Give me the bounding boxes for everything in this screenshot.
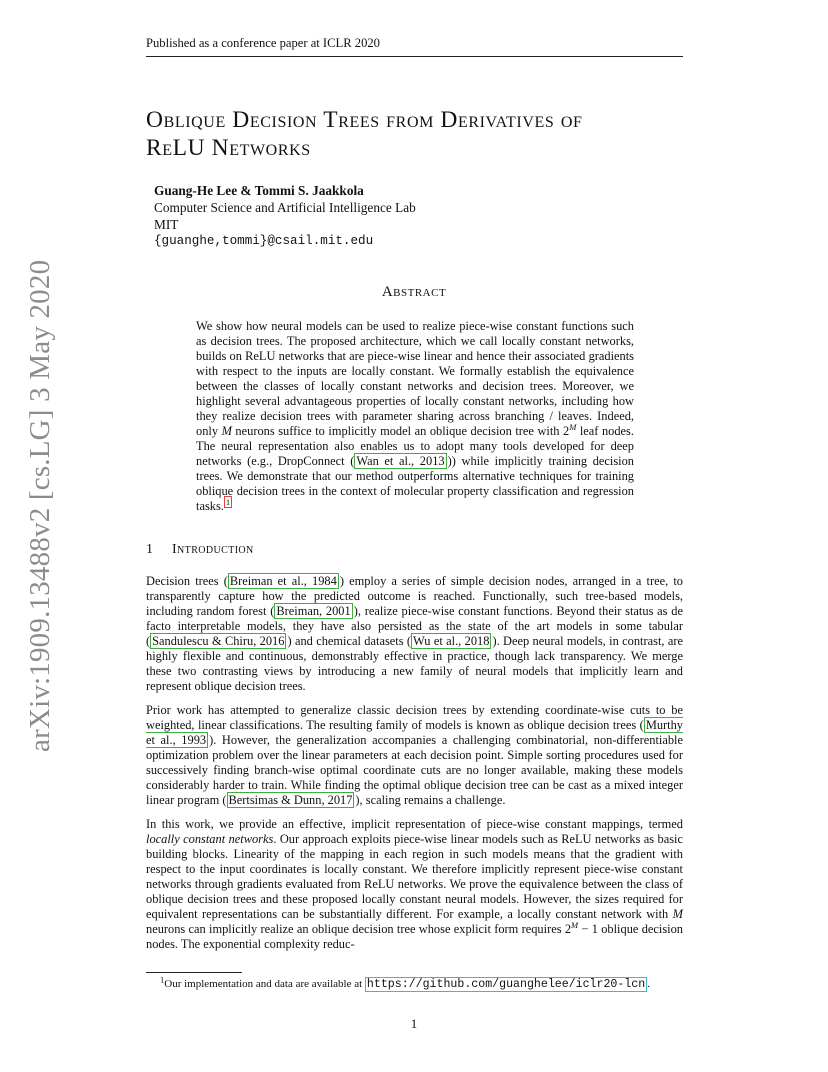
repository-url-link[interactable]: https://github.com/guanghelee/iclr20-lcn bbox=[366, 978, 646, 991]
footnote-link[interactable]: 1 bbox=[225, 496, 231, 507]
paper-title bbox=[146, 106, 706, 162]
running-head: Published as a conference paper at ICLR 2020 bbox=[146, 36, 683, 57]
section-title: Introduction bbox=[172, 542, 254, 557]
paragraph bbox=[146, 817, 683, 952]
math-symbol: M bbox=[221, 424, 232, 438]
arxiv-identifier-stamp: arXiv:1909.13488v2 [cs.LG] 3 May 2020 bbox=[24, 259, 56, 752]
text-run: . Our approach exploits piece-wise linear models such as ReLU networks as basic building blocks. Linearity of the mapping in each region in such models means that the gradient with respect to the input coordinates is locally constant. We therefore implicitly represent piece-wise constant networks through gradients evaluated from ReLU networks. We prove the equivalence between the class of oblique decision trees and these proposed locally constant neural models. However, the sizes required for equivalent representations can be substantially different. For example, a locally constant network with bbox=[146, 832, 683, 921]
abstract-text-part: We show how neural models can be used to realize piece-wise constant functions such as decision trees. The proposed architecture, which we call locally constant networks, builds on ReLU networks that are piece-wise linear and hence their associated gradients with respect to the inputs are locally constant. We formally establish the equivalence between the classes of locally constant networks and decision trees. Moreover, we highlight several advantageous properties of locally constant networks, including how they realize decision trees with parameter sharing across branching / leaves. Indeed, only bbox=[196, 319, 634, 438]
text-run: ) employ a series of simple decision nodes, arranged in a tree, to transparently capture how the predicted outcome is reached. Functionally, such tree-based models, including random forest ( bbox=[146, 574, 683, 618]
author-block bbox=[154, 182, 416, 250]
citation-link[interactable]: Wu et al., 2018 bbox=[413, 634, 490, 648]
citation-link[interactable]: Sandulescu & Chiru, 2016 bbox=[152, 634, 285, 648]
paragraph bbox=[146, 703, 683, 808]
abstract-text-part: )) while implicitly training decision trees. We demonstrate that our method outperforms alternative techniques for training oblique decision trees in the context of molecular property classification and regression tasks. bbox=[196, 454, 634, 513]
math-expression bbox=[563, 421, 577, 438]
math-base: 2 bbox=[564, 922, 572, 936]
page-number: 1 bbox=[410, 1016, 418, 1031]
footnote-end: . bbox=[647, 978, 650, 990]
math-symbol: M bbox=[672, 907, 683, 921]
text-run: ) and chemical datasets ( bbox=[287, 634, 412, 648]
math-exponent: M bbox=[571, 919, 579, 930]
math-expression bbox=[564, 919, 598, 936]
introduction-body bbox=[146, 574, 683, 961]
section-number: 1 bbox=[146, 542, 154, 557]
math-rest: − 1 bbox=[578, 922, 598, 936]
title-line-2: ReLU Networks bbox=[146, 135, 311, 161]
footnote-divider bbox=[146, 972, 242, 973]
title-line-1: Oblique Decision Trees from Derivatives of bbox=[146, 107, 583, 133]
citation-link[interactable]: Wan et al., 2013 bbox=[356, 454, 445, 468]
citation-link[interactable]: Breiman et al., 1984 bbox=[229, 574, 337, 588]
text-run: In this work, we provide an effective, implicit representation of piece-wise constant mappings, termed bbox=[146, 817, 683, 831]
text-run: Prior work has attempted to generalize classic decision trees by extending coordinate-wise cuts to be weighted, linear classifications. The resulting family of models is known as oblique decision trees ( bbox=[146, 703, 683, 732]
footnote bbox=[160, 974, 720, 992]
text-run: ), realize piece-wise constant functions. Beyond their status as de facto interpretable models, they have also persisted as the state of the art models in some tabular ( bbox=[146, 604, 683, 648]
author-names: Guang-He Lee & Tommi S. Jaakkola bbox=[154, 183, 364, 198]
footnote-mark: 1 bbox=[160, 974, 165, 985]
math-base: 2 bbox=[563, 424, 570, 438]
section-heading-introduction bbox=[146, 542, 254, 558]
abstract-heading: Abstract bbox=[381, 284, 447, 300]
text-run: oblique decision nodes. The exponential complexity reduc- bbox=[146, 922, 683, 951]
math-exponent: M bbox=[569, 421, 577, 432]
emphasized-term: locally constant networks bbox=[146, 832, 274, 846]
text-run: Decision trees ( bbox=[146, 574, 228, 588]
abstract-text bbox=[196, 319, 634, 514]
author-email: {guanghe,tommi}@csail.mit.edu bbox=[154, 234, 374, 248]
citation-link[interactable]: Breiman, 2001 bbox=[276, 604, 351, 618]
text-run: ), scaling remains a challenge. bbox=[355, 793, 506, 807]
text-run: ). However, the generalization accompanies a challenging combinatorial, non-differentiable optimization problem over the linear parameters at each decision point. Simple sorting procedures used for successively finding branch-wise optimal coordinate cuts are no longer available, making these models considerably harder to train. While finding the optimal oblique decision tree can be cast as a mixed integer linear program ( bbox=[146, 733, 683, 807]
citation-link[interactable]: Bertsimas & Dunn, 2017 bbox=[228, 793, 353, 807]
abstract-text-part: leaf nodes. The neural representation also enables us to adopt many tools developed for deep networks (e.g., DropConnect ( bbox=[196, 424, 634, 468]
footnote-text: Our implementation and data are available at bbox=[164, 978, 365, 990]
paragraph bbox=[146, 574, 683, 694]
author-institution: MIT bbox=[154, 217, 179, 232]
abstract-text-part: neurons suffice to implicitly model an oblique decision tree with bbox=[231, 424, 564, 438]
text-run: ). Deep neural models, in contrast, are highly flexible and continuous, demonstrably effective in practice, though lack transparency. We merge these two contrasting views by introducing a new family of neural models that implicitly learn and represent oblique decision trees. bbox=[146, 634, 683, 693]
text-run: neurons can implicitly realize an oblique decision tree whose explicit form requires bbox=[146, 922, 565, 936]
citation-link[interactable]: Murthy et al., 1993 bbox=[146, 718, 683, 747]
author-affiliation: Computer Science and Artificial Intelligence Lab bbox=[154, 200, 416, 215]
